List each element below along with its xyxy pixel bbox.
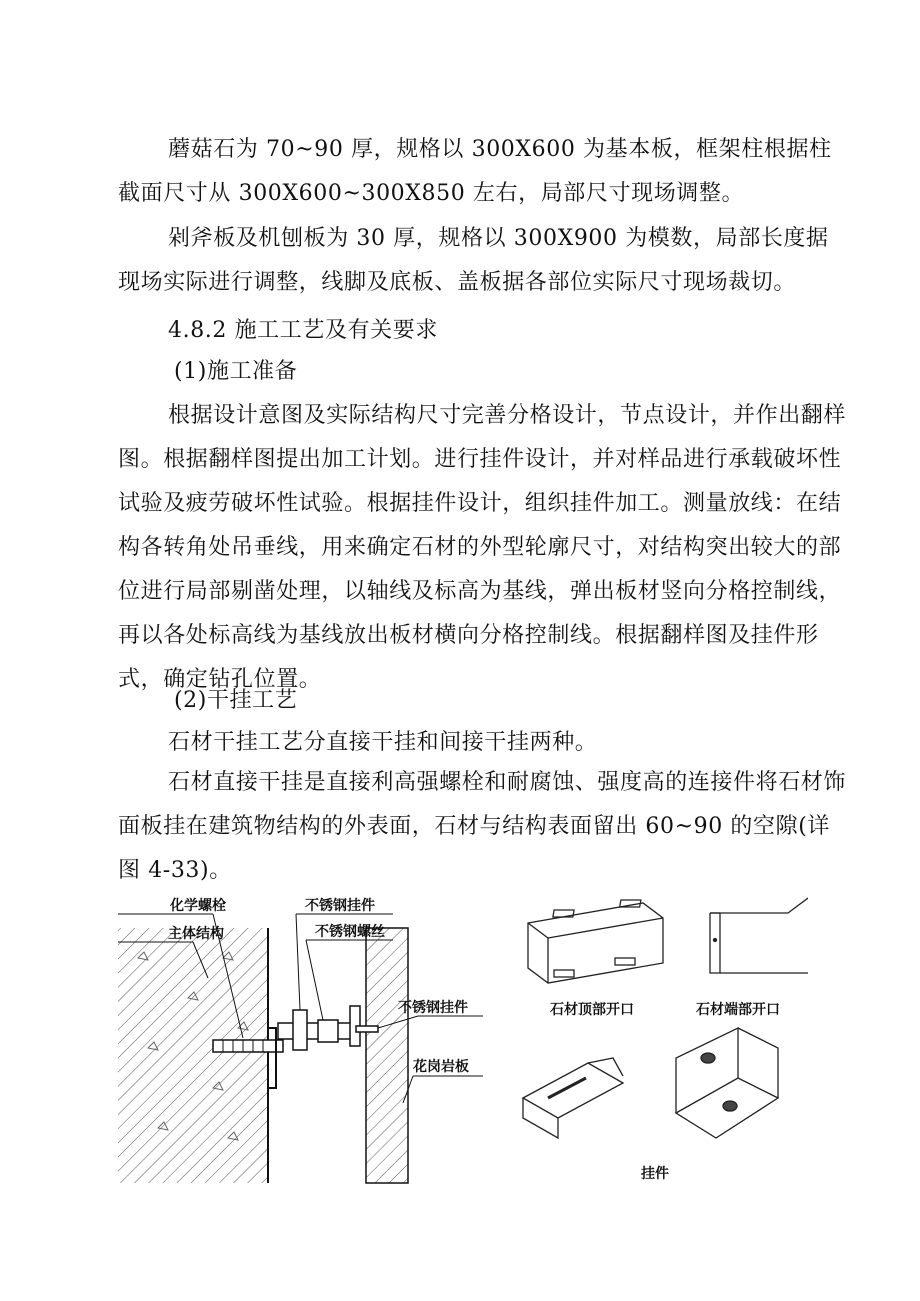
chemical-bolt bbox=[213, 1040, 283, 1052]
stone-end-opening-drawing bbox=[710, 898, 808, 973]
label-stainless-hanger-right: 不锈钢挂件 bbox=[398, 1000, 468, 1016]
granite-panel bbox=[366, 928, 408, 1183]
subheading-construction-prep: (1)施工准备 bbox=[174, 359, 298, 384]
label-stone-top-opening: 石材顶部开口 bbox=[550, 1002, 634, 1018]
hanger-piece-angle bbox=[676, 1028, 778, 1138]
label-main-structure: 主体结构 bbox=[168, 926, 224, 942]
section-detail bbox=[118, 897, 483, 1183]
label-stone-end-opening: 石材端部开口 bbox=[696, 1002, 780, 1018]
section-heading-482: 4.8.2 施工工艺及有关要求 bbox=[168, 318, 438, 343]
paragraph-dry-hanging-types: 石材干挂工艺分直接干挂和间接干挂两种。 bbox=[168, 730, 598, 755]
dry-hanging-diagram bbox=[118, 888, 808, 1188]
label-chemical-bolt: 化学螺栓 bbox=[170, 898, 226, 914]
hanger-piece-flat bbox=[523, 1058, 623, 1138]
paragraph-axe-board: 剁斧板及机刨板为 30 厚，规格以 300X900 为模数，局部长度据现场实际进行调整，线脚及底板、盖板据各部位实际尺寸现场裁切。 bbox=[118, 226, 829, 295]
label-stainless-screw: 不锈钢螺丝 bbox=[315, 924, 385, 940]
stainless-screw bbox=[318, 1020, 338, 1042]
stone-top-opening-drawing bbox=[528, 900, 663, 983]
stainless-hanger bbox=[278, 1023, 353, 1039]
paragraph-direct-dry-hanging: 石材直接干挂是直接利高强螺栓和耐腐蚀、强度高的连接件将石材饰面板挂在建筑物结构的外表面，石材与结构表面留出 60~90 的空隙(详图 4-33)。 bbox=[118, 770, 847, 883]
label-stainless-hanger-top: 不锈钢挂件 bbox=[305, 898, 375, 914]
figure-4-33 bbox=[118, 888, 808, 1188]
angle-bracket bbox=[268, 1028, 276, 1088]
paragraph-construction-prep: 根据设计意图及实际结构尺寸完善分格设计，节点设计，并作出翻样图。根据翻样图提出加工计划。进行挂件设计，并对样品进行承载破坏性试验及疲劳破坏性试验。根据挂件设计，组织挂件加工。测量放线：在结构各转角处吊垂线，用来确定石材的外型轮廓尺寸，对结构突出较大的部位进行局部剔凿处理，以轴线及标高为基线，弹出板材竖向分格控制线，再以各处标高线为基线放出板材横向分格控制线。根据翻样图及挂件形式，确定钻孔位置。 bbox=[118, 403, 847, 692]
subheading-dry-hanging: (2)干挂工艺 bbox=[174, 688, 298, 713]
label-hanger: 挂件 bbox=[641, 1166, 669, 1182]
paragraph-mushroom-stone: 蘑菇石为 70~90 厚，规格以 300X600 为基本板，框架柱根据柱截面尺寸从 300X600~300X850 左右，局部尺寸现场调整。 bbox=[118, 137, 832, 206]
parts-illustration bbox=[523, 898, 808, 1182]
label-granite-panel: 花岗岩板 bbox=[413, 1059, 469, 1075]
main-structure-wall bbox=[118, 928, 268, 1183]
